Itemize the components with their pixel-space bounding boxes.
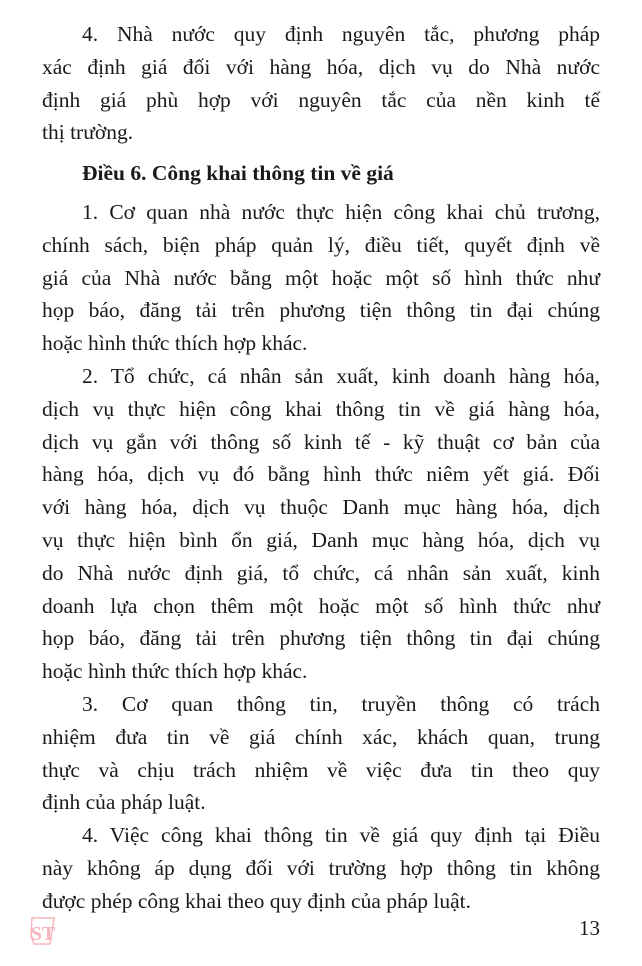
text-line: do Nhà nước định giá, tổ chức, cá nhân sản xuất, kinh <box>42 560 600 585</box>
text-line: hoặc hình thức thích hợp khác. <box>42 331 308 356</box>
paragraph <box>42 196 600 360</box>
paragraph <box>42 18 600 149</box>
article-body <box>42 196 600 918</box>
document-page <box>42 18 600 918</box>
paragraph-group-before <box>42 18 600 149</box>
text-line: doanh lựa chọn thêm một hoặc một số hình thức như <box>42 593 600 618</box>
publisher-logo <box>30 916 56 946</box>
text-line: này không áp dụng đối với trường hợp thông tin không <box>42 855 600 880</box>
paragraph <box>42 819 600 917</box>
page-number: 13 <box>579 916 600 940</box>
text-line: 3. Cơ quan thông tin, truyền thông có trách <box>82 691 600 716</box>
text-line: định giá phù hợp với nguyên tắc của nền kinh tế <box>42 87 600 112</box>
text-line: 2. Tổ chức, cá nhân sản xuất, kinh doanh hàng hóa, <box>82 363 600 388</box>
text-line: giá của Nhà nước bằng một hoặc một số hình thức như <box>42 265 600 290</box>
article-heading: Điều 6. Công khai thông tin về giá <box>82 161 394 186</box>
text-line: dịch vụ gắn với thông số kinh tế - kỹ thuật cơ bản của <box>42 429 600 454</box>
paragraph <box>42 360 600 688</box>
text-line: dịch vụ thực hiện công khai thông tin về giá hàng hóa, <box>42 396 600 421</box>
text-line: họp báo, đăng tải trên phương tiện thông tin đại chúng <box>42 626 600 651</box>
text-line: xác định giá đối với hàng hóa, dịch vụ do Nhà nước <box>42 54 600 79</box>
text-line: 4. Nhà nước quy định nguyên tắc, phương pháp <box>82 22 600 46</box>
text-line: định của pháp luật. <box>42 790 206 815</box>
text-line: vụ thực hiện bình ổn giá, Danh mục hàng hóa, dịch vụ <box>42 527 600 552</box>
text-line: với hàng hóa, dịch vụ thuộc Danh mục hàng hóa, dịch <box>42 495 600 520</box>
text-line: được phép công khai theo quy định của pháp luật. <box>42 888 472 913</box>
text-line: 4. Việc công khai thông tin về giá quy định tại Điều <box>82 823 600 848</box>
svg-text:ST: ST <box>30 923 56 945</box>
text-line: nhiệm đưa tin về giá chính xác, khách quan, trung <box>42 724 600 749</box>
text-line: 1. Cơ quan nhà nước thực hiện công khai chủ trương, <box>82 199 600 224</box>
paragraph <box>42 688 600 819</box>
text-line: thực và chịu trách nhiệm về việc đưa tin theo quy <box>42 757 600 782</box>
text-line: hàng hóa, dịch vụ đó bằng hình thức niêm yết giá. Đối <box>42 462 600 487</box>
text-line: chính sách, biện pháp quản lý, điều tiết, quyết định về <box>42 232 600 257</box>
text-line: hoặc hình thức thích hợp khác. <box>42 659 308 684</box>
text-line: thị trường. <box>42 120 134 145</box>
text-line: họp báo, đăng tải trên phương tiện thông tin đại chúng <box>42 298 600 323</box>
